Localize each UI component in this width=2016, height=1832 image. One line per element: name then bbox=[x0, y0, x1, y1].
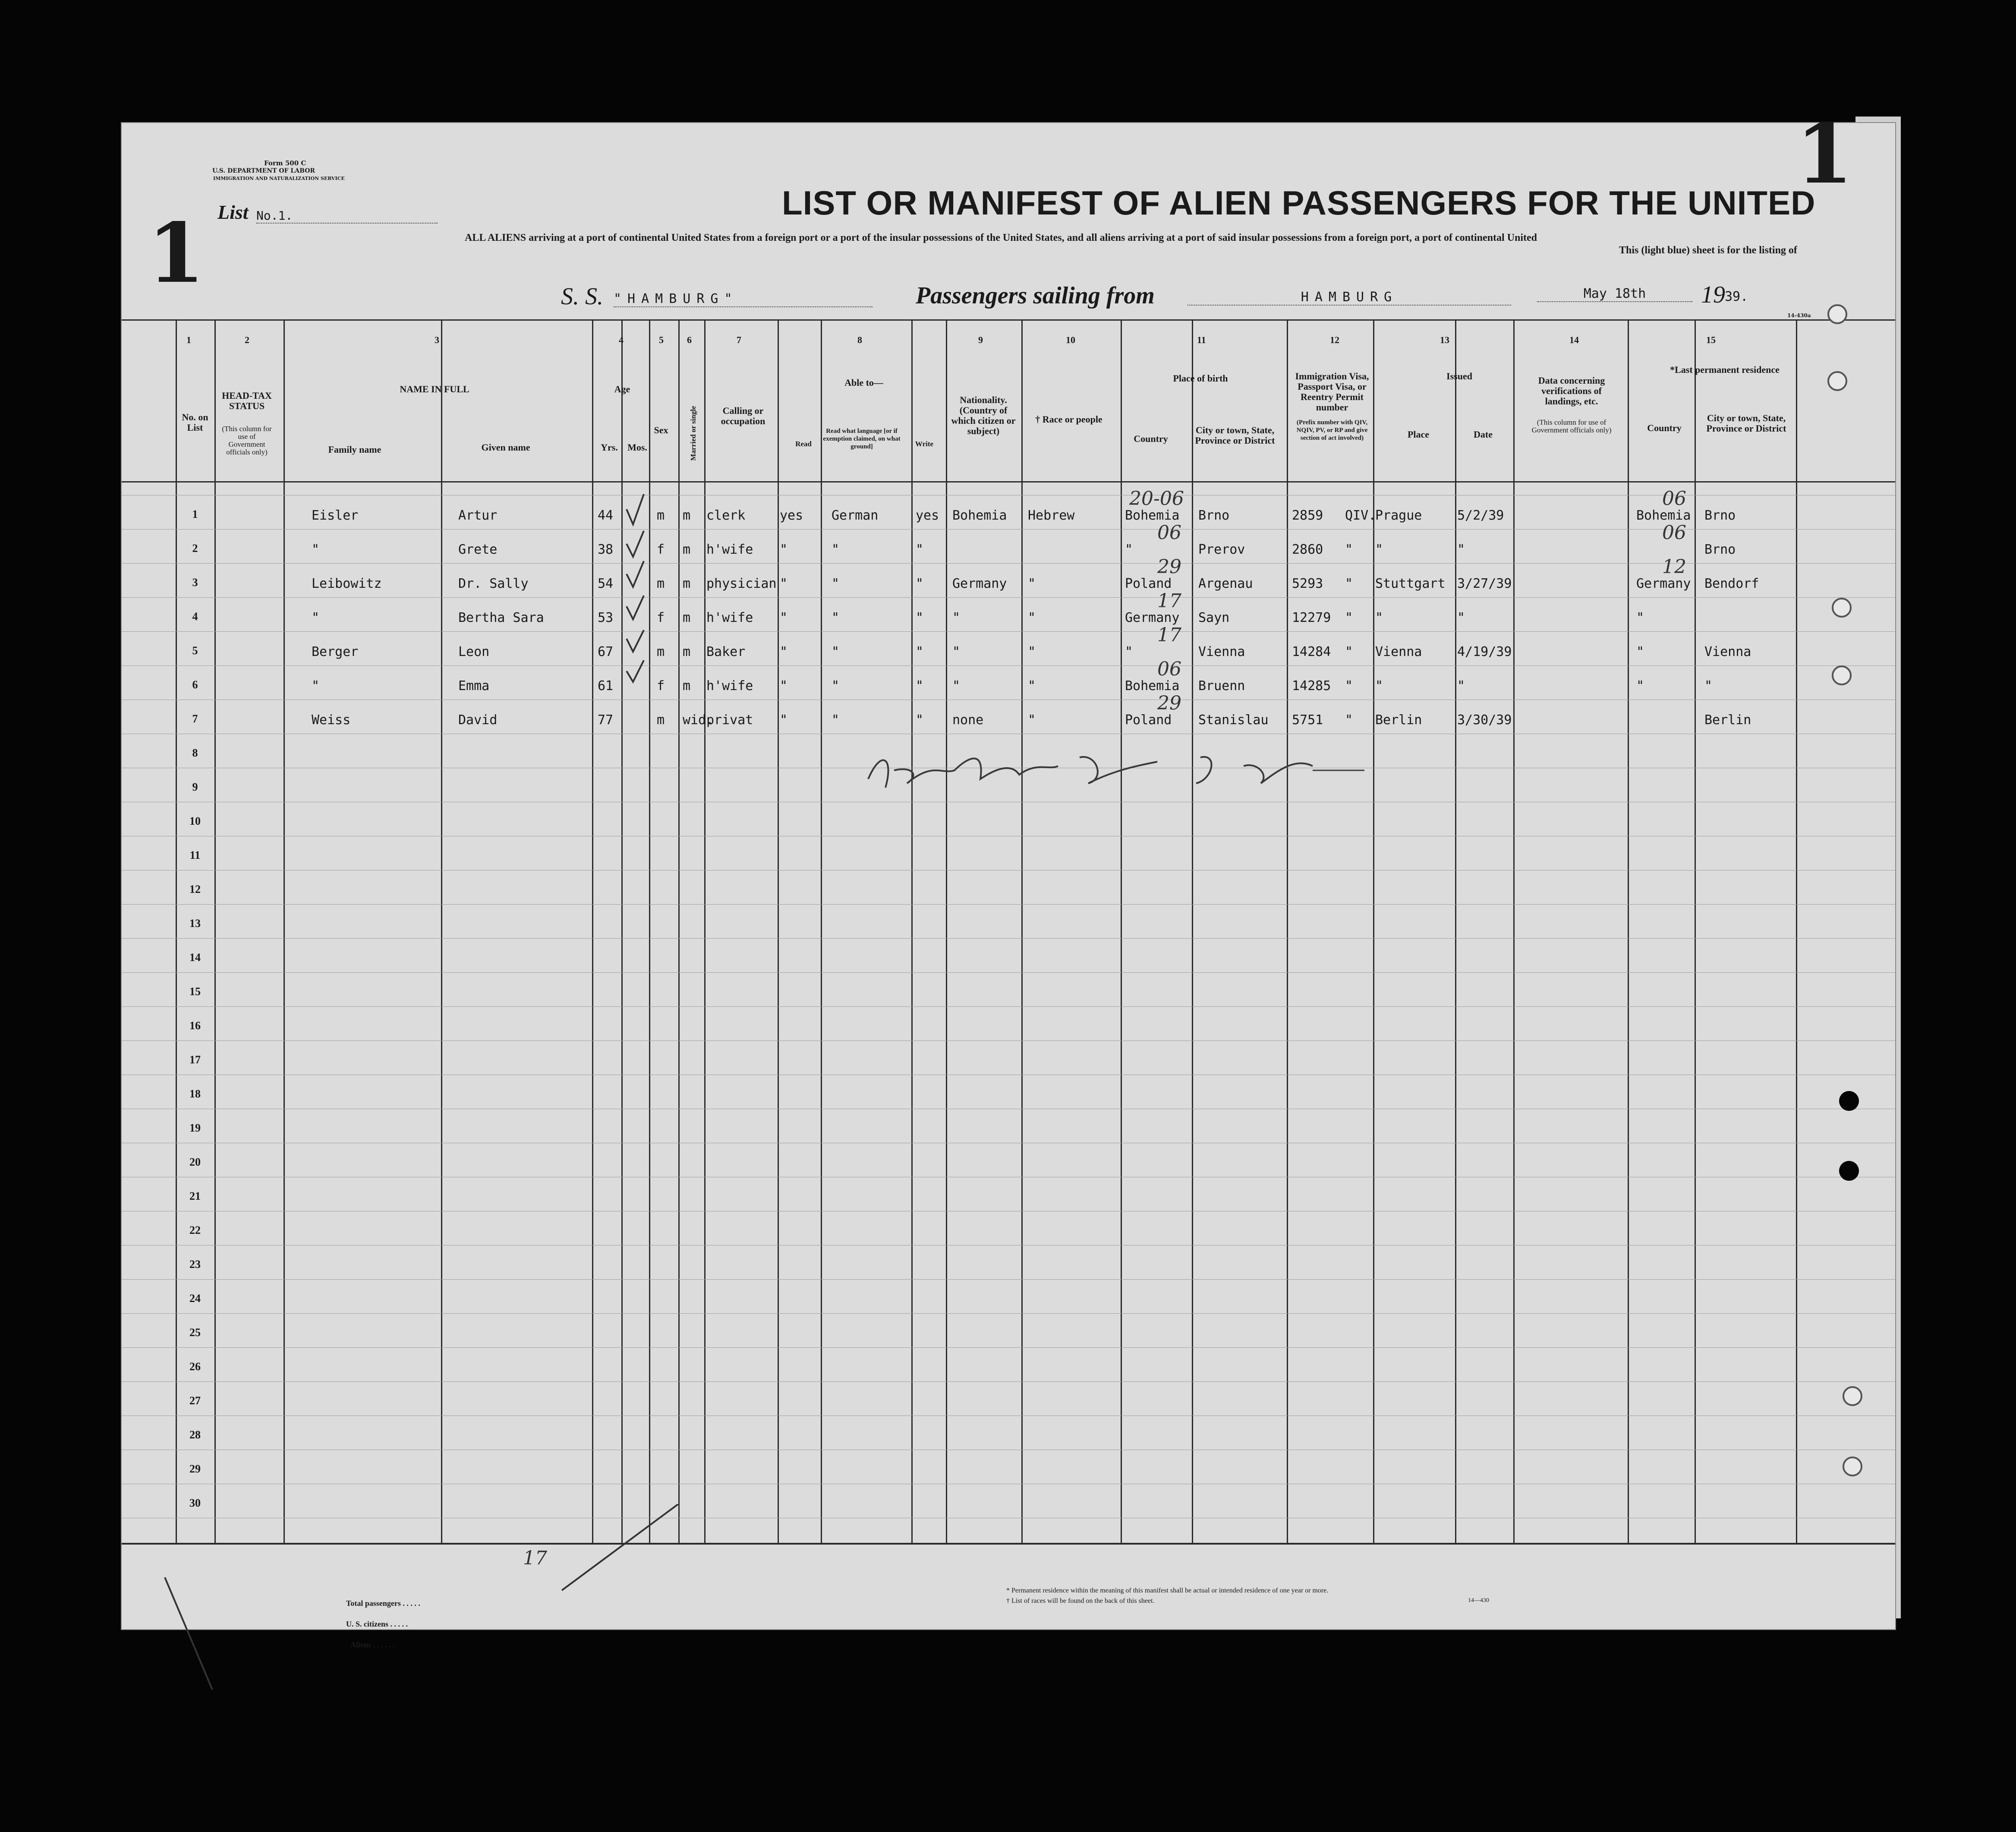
column-divider bbox=[1796, 319, 1797, 1543]
footnote-residence: * Permanent residence within the meaning of this manifest shall be actual or intended residence of one year or more. bbox=[1006, 1587, 1329, 1594]
column-divider bbox=[214, 319, 216, 1543]
cell-race: " bbox=[1028, 644, 1036, 659]
row-number: 9 bbox=[192, 781, 198, 793]
row-number: 24 bbox=[189, 1292, 201, 1305]
column-divider bbox=[946, 319, 947, 1543]
ruled-line bbox=[122, 1381, 1895, 1382]
ruled-line bbox=[122, 665, 1895, 666]
hdr-issued-place: Place bbox=[1407, 429, 1430, 440]
cell-visa-type: " bbox=[1345, 644, 1353, 659]
sailing-label: Passengers sailing from bbox=[916, 282, 1155, 309]
hdr-last-residence: *Last permanent residence bbox=[1670, 364, 1780, 375]
cell-pob-country: " bbox=[1125, 542, 1133, 557]
cell-write: " bbox=[916, 644, 924, 659]
cell-given: Grete bbox=[458, 542, 498, 557]
cell-yrs: 77 bbox=[598, 713, 614, 728]
ship-name: "HAMBURG" bbox=[614, 291, 873, 307]
hdr-name-in-full: NAME IN FULL bbox=[400, 384, 469, 394]
ruled-line bbox=[122, 904, 1895, 905]
hdr-data-note: (This column for use of Government officials only) bbox=[1531, 418, 1612, 434]
cell-lr-city: Brno bbox=[1704, 542, 1736, 557]
row-number: 16 bbox=[189, 1019, 201, 1032]
cell-calling: Baker bbox=[706, 644, 746, 659]
list-label: List bbox=[217, 201, 249, 223]
handwritten-residence-code: 12 bbox=[1662, 556, 1686, 578]
hdr-yrs: Yrs. bbox=[601, 442, 618, 453]
us-citizens-label: U. S. citizens . . . . . bbox=[346, 1620, 408, 1628]
checkmarks bbox=[618, 492, 670, 734]
row-number: 15 bbox=[189, 985, 201, 998]
cell-visa: 12279 bbox=[1292, 610, 1331, 625]
sheet-number-left: 1 bbox=[148, 205, 205, 301]
column-divider bbox=[1513, 319, 1515, 1543]
cell-nationality: Germany bbox=[952, 576, 1007, 591]
cell-read: " bbox=[780, 713, 788, 728]
cell-issued-place: " bbox=[1375, 610, 1383, 625]
hdr-issued-date: Date bbox=[1474, 429, 1493, 440]
cell-read: " bbox=[780, 576, 788, 591]
col-num-6: 6 bbox=[687, 334, 692, 345]
cell-pob-city: Stanislau bbox=[1198, 713, 1269, 728]
cell-issued-date: 5/2/39 bbox=[1457, 508, 1504, 523]
cell-calling: physician bbox=[706, 576, 777, 591]
row-number: 28 bbox=[189, 1428, 201, 1441]
cell-lr-city: " bbox=[1704, 678, 1713, 694]
cell-visa-type: " bbox=[1345, 713, 1353, 728]
cell-pob-city: Vienna bbox=[1198, 644, 1245, 659]
hdr-mos: Mos. bbox=[627, 442, 647, 453]
cell-lang: " bbox=[832, 542, 840, 557]
col-num-5: 5 bbox=[659, 334, 664, 345]
cell-visa: 5293 bbox=[1292, 576, 1323, 591]
cell-race: " bbox=[1028, 576, 1036, 591]
ruled-line bbox=[122, 529, 1895, 530]
cell-family: Eisler bbox=[312, 508, 359, 523]
year-prefix: 19 bbox=[1701, 281, 1725, 308]
cell-given: Artur bbox=[458, 508, 498, 523]
cell-lr-city: Berlin bbox=[1704, 713, 1751, 728]
department: U.S. DEPARTMENT OF LABOR bbox=[212, 167, 315, 174]
column-divider bbox=[176, 319, 177, 1543]
row-number: 7 bbox=[192, 713, 198, 725]
cell-lang: German bbox=[832, 508, 879, 523]
margin-stroke bbox=[161, 1573, 221, 1694]
cell-nationality: " bbox=[952, 678, 961, 694]
punch-hole bbox=[1843, 1457, 1862, 1476]
hdr-age: Age bbox=[614, 384, 630, 394]
column-divider bbox=[911, 319, 913, 1543]
cell-race: " bbox=[1028, 678, 1036, 694]
hdr-read: Read bbox=[795, 440, 812, 448]
cell-married: wid. bbox=[683, 713, 714, 728]
col-num-12: 12 bbox=[1330, 334, 1339, 345]
row-number: 20 bbox=[189, 1156, 201, 1168]
sailing-port: HAMBURG bbox=[1188, 290, 1511, 306]
cell-read: " bbox=[780, 644, 788, 659]
footnote-races: † List of races will be found on the back of this sheet. bbox=[1006, 1597, 1155, 1605]
row-number: 22 bbox=[189, 1224, 201, 1236]
cell-given: Emma bbox=[458, 678, 490, 694]
cell-read: " bbox=[780, 678, 788, 694]
manifest-sheet bbox=[122, 106, 1895, 1649]
cell-pob-city: Argenau bbox=[1198, 576, 1253, 591]
cell-nationality: " bbox=[952, 644, 961, 659]
form-number: Form 500 C bbox=[264, 159, 306, 167]
form-code: 14-430a bbox=[1787, 312, 1811, 318]
cell-lr-country: Germany bbox=[1636, 576, 1691, 591]
service: IMMIGRATION AND NATURALIZATION SERVICE bbox=[213, 176, 345, 181]
hdr-visa: Immigration Visa, Passport Visa, or Reentry Permit number bbox=[1295, 371, 1369, 413]
cell-issued-date: 3/27/39 bbox=[1457, 576, 1512, 591]
cell-given: Bertha Sara bbox=[458, 610, 544, 625]
col-num-4: 4 bbox=[619, 334, 624, 345]
cell-married: m bbox=[683, 678, 691, 694]
row-number: 3 bbox=[192, 576, 198, 589]
cell-yrs: 44 bbox=[598, 508, 614, 523]
cell-issued-date: " bbox=[1457, 678, 1465, 694]
col-num-13: 13 bbox=[1440, 334, 1449, 345]
col-num-1: 1 bbox=[186, 334, 191, 345]
cell-pob-city: Brno bbox=[1198, 508, 1230, 523]
cell-issued-place: Vienna bbox=[1375, 644, 1422, 659]
cell-pob-country: Bohemia bbox=[1125, 508, 1180, 523]
hdr-head-tax-note: (This column for use of Government officials only) bbox=[222, 425, 272, 456]
row-number: 21 bbox=[189, 1190, 201, 1202]
cell-write: yes bbox=[916, 508, 939, 523]
ruled-line bbox=[122, 938, 1895, 939]
cell-pob-country: Bohemia bbox=[1125, 678, 1180, 694]
column-divider bbox=[821, 319, 822, 1543]
row-number: 13 bbox=[189, 917, 201, 930]
hdr-able-to: Able to— bbox=[844, 377, 883, 388]
cell-family: Weiss bbox=[312, 713, 351, 728]
column-divider bbox=[1021, 319, 1023, 1543]
hdr-pob-country: Country bbox=[1134, 433, 1168, 444]
ruled-line bbox=[122, 1006, 1895, 1007]
cell-pob-city: Sayn bbox=[1198, 610, 1230, 625]
cell-write: " bbox=[916, 678, 924, 694]
cell-race: " bbox=[1028, 713, 1036, 728]
cell-lang: " bbox=[832, 644, 840, 659]
cell-family: Leibowitz bbox=[312, 576, 382, 591]
cell-sex: m bbox=[657, 644, 665, 659]
cell-given: Leon bbox=[458, 644, 490, 659]
row-number: 2 bbox=[192, 542, 198, 555]
cell-yrs: 61 bbox=[598, 678, 614, 694]
cell-issued-place: Berlin bbox=[1375, 713, 1422, 728]
cell-issued-date: 3/30/39 bbox=[1457, 713, 1512, 728]
subtitle-2: This (light blue) sheet is for the listing of bbox=[1619, 245, 1797, 256]
handwritten-code: 06 bbox=[1157, 658, 1181, 680]
total-passengers-label: Total passengers . . . . . bbox=[346, 1599, 420, 1608]
aliens-label: Aliens . . . . . . bbox=[350, 1640, 395, 1649]
row-number: 30 bbox=[189, 1497, 201, 1509]
ruled-line bbox=[122, 597, 1895, 598]
cell-family: " bbox=[312, 542, 320, 557]
cell-nationality: " bbox=[952, 610, 961, 625]
cell-read: " bbox=[780, 542, 788, 557]
handwritten-code: 17 bbox=[1157, 590, 1181, 612]
cell-pob-country: Poland bbox=[1125, 576, 1172, 591]
hdr-read-language: Read what language [or if exemption claimed, on what ground] bbox=[823, 428, 901, 450]
hdr-married: Married or single bbox=[689, 406, 697, 461]
row-number: 6 bbox=[192, 678, 198, 691]
hdr-write: Write bbox=[915, 440, 934, 448]
cell-write: " bbox=[916, 542, 924, 557]
cell-sex: m bbox=[657, 508, 665, 523]
cell-family: Berger bbox=[312, 644, 359, 659]
handwritten-code: 17 bbox=[1157, 624, 1181, 646]
column-divider bbox=[1695, 319, 1696, 1543]
row-number: 29 bbox=[189, 1463, 201, 1475]
cell-lang: " bbox=[832, 576, 840, 591]
cell-married: m bbox=[683, 576, 691, 591]
row-number: 4 bbox=[192, 610, 198, 623]
col-num-9: 9 bbox=[978, 334, 983, 345]
hdr-pob-city: City or town, State, Province or District bbox=[1195, 425, 1275, 446]
cell-sex: f bbox=[657, 542, 665, 557]
row-number: 18 bbox=[189, 1088, 201, 1100]
hdr-issued: Issued bbox=[1446, 371, 1472, 382]
cell-pob-city: Prerov bbox=[1198, 542, 1245, 557]
cell-visa-type: " bbox=[1345, 678, 1353, 694]
cell-lr-city: Vienna bbox=[1704, 644, 1751, 659]
ruled-line bbox=[122, 1347, 1895, 1348]
punch-hole bbox=[1839, 1091, 1859, 1111]
cell-read: yes bbox=[780, 508, 803, 523]
handwritten-code: 29 bbox=[1157, 692, 1181, 714]
cell-issued-place: Stuttgart bbox=[1375, 576, 1446, 591]
column-divider bbox=[704, 319, 706, 1543]
handwritten-residence-code: 06 bbox=[1662, 522, 1686, 544]
cell-married: m bbox=[683, 508, 691, 523]
row-number: 19 bbox=[189, 1122, 201, 1134]
col-num-7: 7 bbox=[737, 334, 741, 345]
col-num-14: 14 bbox=[1569, 334, 1579, 345]
handwritten-count: 17 bbox=[523, 1547, 547, 1569]
cell-family: " bbox=[312, 678, 320, 694]
hdr-calling: Calling or occupation bbox=[721, 405, 765, 426]
col-num-3: 3 bbox=[435, 334, 439, 345]
row-number: 5 bbox=[192, 644, 198, 657]
cell-lang: " bbox=[832, 610, 840, 625]
hdr-family-name: Family name bbox=[328, 444, 381, 455]
col-num-8: 8 bbox=[857, 334, 862, 345]
cell-calling: h'wife bbox=[706, 610, 753, 625]
row-number: 23 bbox=[189, 1258, 201, 1271]
handwritten-code: 29 bbox=[1157, 556, 1181, 578]
cell-visa: 2860 bbox=[1292, 542, 1323, 557]
hdr-data-concerning: Data concerning verifications of landings, etc. bbox=[1538, 375, 1605, 407]
hdr-lr-city: City or town, State, Province or District bbox=[1706, 413, 1786, 434]
row-number: 25 bbox=[189, 1326, 201, 1339]
column-divider bbox=[592, 319, 593, 1543]
column-divider bbox=[441, 319, 442, 1543]
cell-visa-type: " bbox=[1345, 542, 1353, 557]
cell-visa: 14284 bbox=[1292, 644, 1331, 659]
cell-visa-type: " bbox=[1345, 610, 1353, 625]
cell-calling: h'wife bbox=[706, 678, 753, 694]
hdr-lr-country: Country bbox=[1647, 423, 1682, 433]
cell-visa-type: " bbox=[1345, 576, 1353, 591]
handwritten-code: 20-06 bbox=[1129, 488, 1184, 510]
hdr-sex: Sex bbox=[654, 425, 668, 435]
page-title: LIST OR MANIFEST OF ALIEN PASSENGERS FOR THE UNITED bbox=[782, 184, 1816, 222]
hdr-place-of-birth: Place of birth bbox=[1173, 373, 1228, 384]
cell-lang: " bbox=[832, 678, 840, 694]
sheet-number-right: 1 bbox=[1796, 106, 1853, 202]
cell-visa: 5751 bbox=[1292, 713, 1323, 728]
cell-sex: m bbox=[657, 576, 665, 591]
cell-issued-place: " bbox=[1375, 678, 1383, 694]
cell-sex: m bbox=[657, 713, 665, 728]
table-header-rule bbox=[122, 481, 1895, 482]
row-number: 27 bbox=[189, 1394, 201, 1407]
row-number: 12 bbox=[189, 883, 201, 896]
cell-married: m bbox=[683, 644, 691, 659]
cell-lr-country: Bohemia bbox=[1636, 508, 1691, 523]
cell-lr-country: " bbox=[1636, 610, 1644, 625]
cell-race: " bbox=[1028, 610, 1036, 625]
hdr-nationality: Nationality. (Country of which citizen or subject) bbox=[951, 394, 1016, 436]
handwritten-signature bbox=[855, 732, 1395, 809]
cell-visa: 14285 bbox=[1292, 678, 1331, 694]
ship-label: S. S. bbox=[561, 283, 603, 310]
cell-read: " bbox=[780, 610, 788, 625]
cell-pob-city: Bruenn bbox=[1198, 678, 1245, 694]
col-num-2: 2 bbox=[245, 334, 249, 345]
cell-nationality: Bohemia bbox=[952, 508, 1007, 523]
punch-hole bbox=[1827, 371, 1847, 391]
hdr-head-tax: HEAD-TAX STATUS bbox=[222, 390, 272, 411]
cell-issued-date: 4/19/39 bbox=[1457, 644, 1512, 659]
cell-lr-city: Brno bbox=[1704, 508, 1736, 523]
hdr-race: † Race or people bbox=[1035, 414, 1102, 425]
cell-visa: 2859 bbox=[1292, 508, 1323, 523]
cell-yrs: 54 bbox=[598, 576, 614, 591]
cell-lr-country: " bbox=[1636, 678, 1644, 694]
sailing-date: May 18th bbox=[1537, 286, 1692, 302]
row-number: 8 bbox=[192, 747, 198, 759]
row-number: 11 bbox=[189, 849, 201, 861]
cell-write: " bbox=[916, 576, 924, 591]
row-number: 26 bbox=[189, 1360, 201, 1373]
list-number: No.1. bbox=[256, 208, 438, 224]
handwritten-tally bbox=[549, 1504, 730, 1599]
cell-issued-date: " bbox=[1457, 610, 1465, 625]
cell-sex: f bbox=[657, 610, 665, 625]
cell-write: " bbox=[916, 713, 924, 728]
cell-lang: " bbox=[832, 713, 840, 728]
cell-write: " bbox=[916, 610, 924, 625]
row-number: 10 bbox=[189, 815, 201, 827]
column-divider bbox=[1455, 319, 1456, 1543]
ruled-line bbox=[122, 563, 1895, 564]
hdr-given-name: Given name bbox=[481, 442, 530, 453]
punch-hole bbox=[1832, 598, 1852, 618]
cell-calling: privat bbox=[706, 713, 753, 728]
column-divider bbox=[778, 319, 779, 1543]
col-num-15: 15 bbox=[1706, 334, 1716, 345]
ruled-line bbox=[122, 1245, 1895, 1246]
table-bottom-rule bbox=[122, 1543, 1895, 1545]
column-divider bbox=[1628, 319, 1629, 1543]
cell-visa-type: QIV. bbox=[1345, 508, 1377, 523]
subtitle-1: ALL ALIENS arriving at a port of continental United States from a foreign port or a port of the insular possessions of the United States, and all aliens arriving at a port of said insular possessions from a foreign port, a port of continental United bbox=[465, 232, 1537, 243]
col-num-10: 10 bbox=[1066, 334, 1075, 345]
cell-married: m bbox=[683, 542, 691, 557]
cell-yrs: 67 bbox=[598, 644, 614, 659]
footer-code: 14—430 bbox=[1468, 1597, 1489, 1604]
row-number: 1 bbox=[192, 508, 198, 520]
cell-yrs: 38 bbox=[598, 542, 614, 557]
table-top-rule bbox=[122, 319, 1895, 321]
column-divider bbox=[284, 319, 285, 1543]
cell-pob-country: Poland bbox=[1125, 713, 1172, 728]
punch-hole bbox=[1843, 1386, 1862, 1406]
ruled-line bbox=[122, 972, 1895, 973]
cell-married: m bbox=[683, 610, 691, 625]
cell-yrs: 53 bbox=[598, 610, 614, 625]
handwritten-residence-code: 06 bbox=[1662, 488, 1686, 510]
hdr-no-on-list: No. on List bbox=[182, 412, 208, 433]
cell-pob-country: Germany bbox=[1125, 610, 1180, 625]
cell-lr-city: Bendorf bbox=[1704, 576, 1759, 591]
column-divider bbox=[1192, 319, 1193, 1543]
cell-race: Hebrew bbox=[1028, 508, 1075, 523]
cell-issued-date: " bbox=[1457, 542, 1465, 557]
cell-pob-country: " bbox=[1125, 644, 1133, 659]
col-num-11: 11 bbox=[1197, 334, 1206, 345]
cell-lr-country: " bbox=[1636, 644, 1644, 659]
cell-sex: f bbox=[657, 678, 665, 694]
cell-family: " bbox=[312, 610, 320, 625]
cell-calling: h'wife bbox=[706, 542, 753, 557]
ruled-line bbox=[122, 1279, 1895, 1280]
row-number: 17 bbox=[189, 1053, 201, 1066]
punch-hole bbox=[1827, 304, 1847, 324]
punch-hole bbox=[1839, 1161, 1859, 1181]
cell-calling: clerk bbox=[706, 508, 746, 523]
ruled-line bbox=[122, 1313, 1895, 1314]
ruled-line bbox=[122, 631, 1895, 632]
handwritten-code: 06 bbox=[1157, 522, 1181, 544]
punch-hole bbox=[1832, 665, 1852, 685]
row-number: 14 bbox=[189, 951, 201, 964]
cell-given: David bbox=[458, 713, 498, 728]
year-suffix: 39. bbox=[1725, 289, 1748, 304]
cell-nationality: none bbox=[952, 713, 984, 728]
cell-given: Dr. Sally bbox=[458, 576, 529, 591]
column-divider bbox=[678, 319, 680, 1543]
cell-issued-place: Prague bbox=[1375, 508, 1422, 523]
hdr-visa-note: (Prefix number with QIV, NQIV, PV, or RP and give section of act involved) bbox=[1296, 419, 1368, 441]
cell-issued-place: " bbox=[1375, 542, 1383, 557]
column-divider bbox=[1287, 319, 1288, 1543]
column-divider bbox=[1373, 319, 1374, 1543]
column-divider bbox=[1121, 319, 1122, 1543]
